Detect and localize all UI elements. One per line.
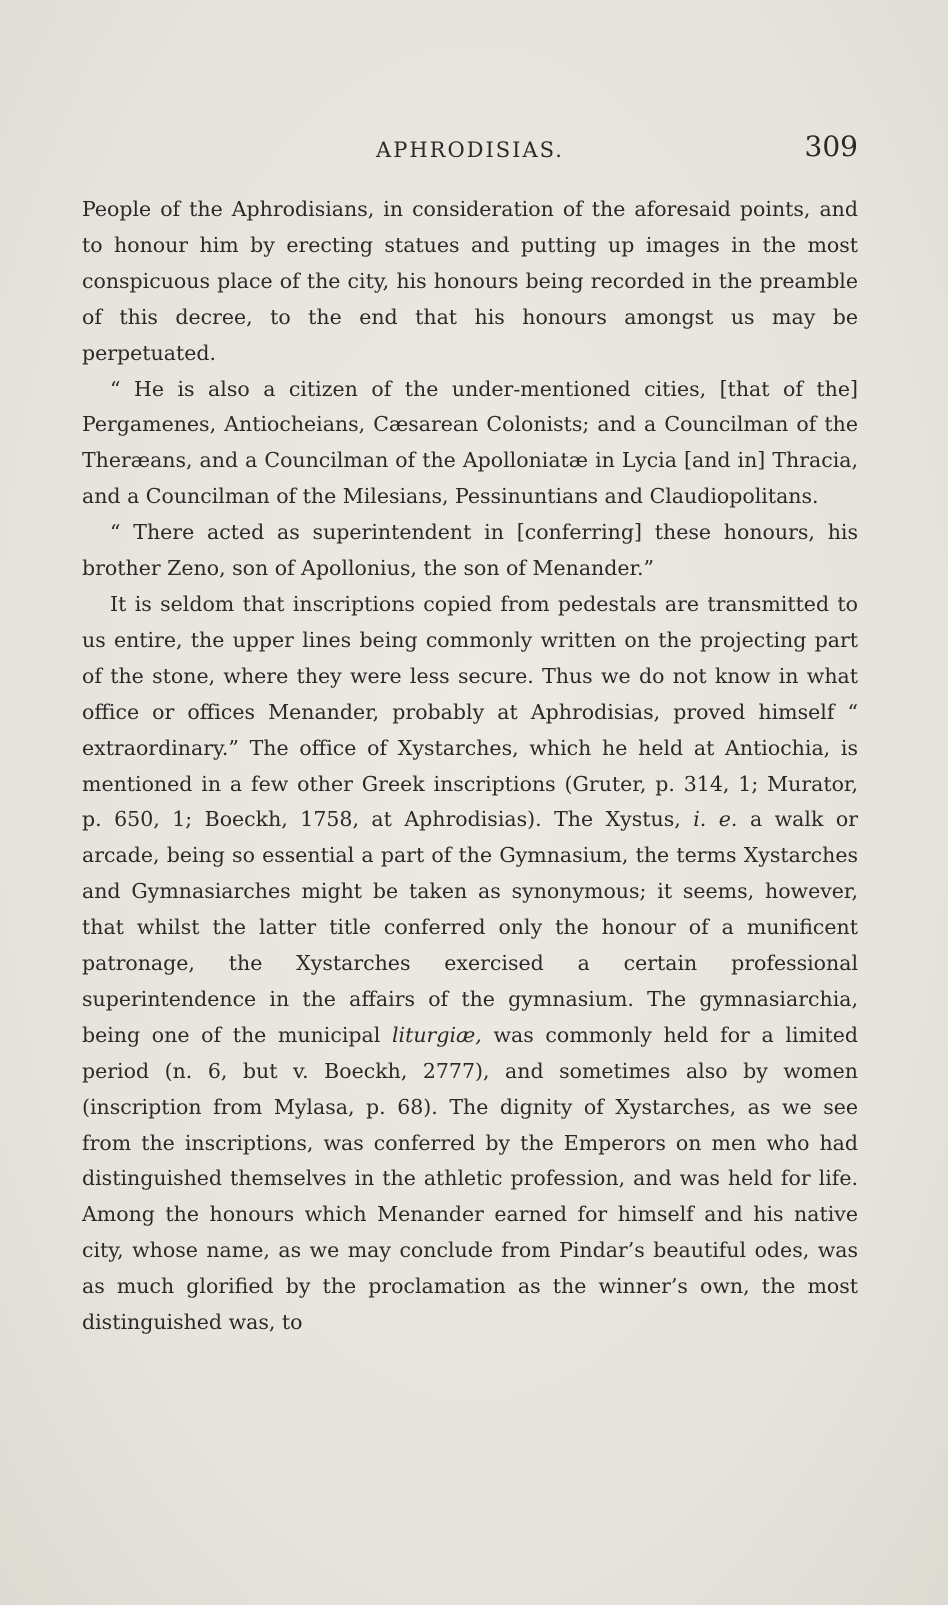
italic-ie: i. e. — [693, 807, 738, 832]
paragraph-4-part-c: was commonly held for a limited period (n. 6, but v. Boeckh, 2777), and sometimes also by women (inscription from Mylasa, p. 68). The dignity of Xystarches, as we see from the inscriptions, was conferred by the Emperors on men who had distinguished themselves in the athletic profession, and was held for life. Among the honours which Menander earned for himself and his native city, whose name, as we may conclude from Pindar’s beautiful odes, was as much glorified by the proclamation as the winner’s own, the most distinguished was, to — [82, 1022, 858, 1335]
page-header — [82, 128, 858, 168]
paragraph-4-part-b: a walk or arcade, being so essential a part of the Gymnasium, the terms Xystarches and Gymnasiarches might be taken as synonymous; it seems, however, that whilst the latter title conferred only the honour of a munificent patronage, the Xystarches exercised a certain professional superintendence in the affairs of the gymnasium. The gymnasiarchia, being one of the municipal — [82, 807, 858, 1047]
body-text — [82, 192, 858, 1341]
paragraph-3: “ There acted as superintendent in [conferring] these honours, his brother Zeno, son of Apollonius, the son of Menander.” — [82, 520, 858, 581]
paragraph-1: People of the Aphrodisians, in consideration of the aforesaid points, and to honour him by erecting statues and putting up images in the most conspicuous place of the city, his honours being recorded in the preamble of this decree, to the end that his honours amongst us may be perpetuated. — [82, 197, 858, 365]
page-number: 309 — [804, 130, 858, 163]
paragraph-4 — [82, 587, 858, 1341]
paragraph-4-part-a: It is seldom that inscriptions copied from pedestals are transmitted to us entire, the upper lines being commonly written on the projecting part of the stone, where they were less secure. Thus we do not know in what office or offices Menander, probably at Aphrodisias, proved himself “ extraordinary.” The office of Xystarches, which he held at Antiochia, is mentioned in a few other Greek inscriptions (Gruter, p. 314, 1; Murator, p. 650, 1; Boeckh, 1758, at Aphrodisias). The Xystus, — [82, 591, 858, 832]
running-head: APHRODISIAS. — [376, 138, 564, 162]
italic-liturgiae: liturgiæ, — [391, 1022, 482, 1047]
paragraph-2: “ He is also a citizen of the under-mentioned cities, [that of the] Pergamenes, Antiocheians, Cæsarean Colonists; and a Councilman of the Theræans, and a Councilman of the Apolloniatæ in Lycia [and in] Thracia, and a Councilman of the Milesians, Pessinuntians and Claudiopolitans. — [82, 376, 858, 509]
